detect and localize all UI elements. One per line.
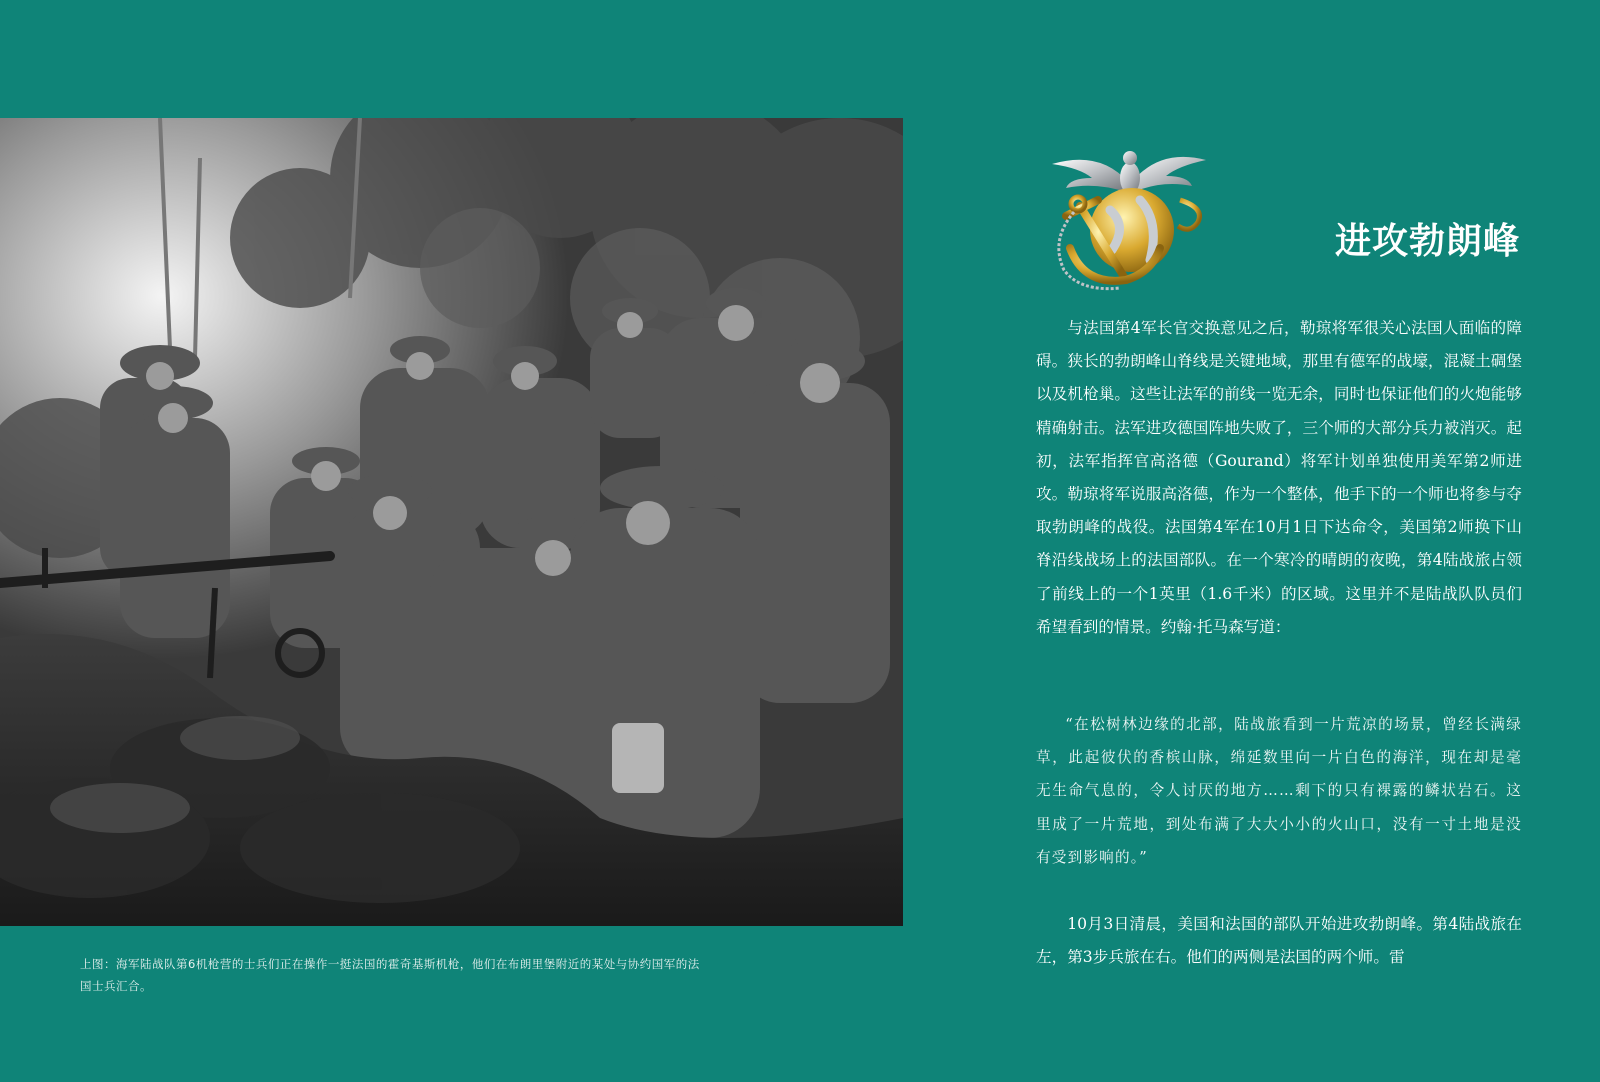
article-paragraph-2: 10月3日清晨，美国和法国的部队开始进攻勃朗峰。第4陆战旅在左，第3步兵旅在右。他们的两侧是法国的两个师。雷: [1036, 915, 1522, 967]
article-title: 进攻勃朗峰: [1334, 220, 1520, 262]
eagle-globe-anchor-icon: [1040, 130, 1215, 298]
soldiers-photo-image: [0, 118, 903, 926]
photo-caption: 上图：海军陆战队第6机枪营的士兵们正在操作一挺法国的霍奇基斯机枪，他们在布朗里堡附近的某处与协约国军的法国士兵汇合。: [80, 957, 700, 993]
soldiers-photo: [0, 118, 903, 926]
article-quote: “在松树林边缘的北部，陆战旅看到一片荒凉的场景，曾经长满绿草，此起彼伏的香槟山脉，绵延数里向一片白色的海洋，现在却是毫无生命气息的，令人讨厌的地方……剩下的只有裸露的鳞状岩石。这里成了一片荒地，到处布满了大大小小的火山口，没有一寸土地是没有受到影响的。”: [1036, 716, 1522, 866]
article-paragraph-1: 与法国第4军长官交换意见之后，勒琼将军很关心法国人面临的障碍。狭长的勃朗峰山脊线是关键地域，那里有德军的战壕，混凝土碉堡以及机枪巢。这些让法军的前线一览无余，同时也保证他们的火炮能够精确射击。法军进攻德国阵地失败了，三个师的大部分兵力被消灭。起初，法军指挥官高洛德（Gourand）将军计划单独使用美军第2师进攻。勒琼将军说服高洛德，作为一个整体，他手下的一个师也将参与夺取勃朗峰的战役。法国第4军在10月1日下达命令，美国第2师换下山脊沿线战场上的法国部队。在一个寒冷的晴朗的夜晚，第4陆战旅占领了前线上的一个1英里（1.6千米）的区域。这里并不是陆战队队员们希望看到的情景。约翰·托马森写道：: [1036, 319, 1522, 636]
